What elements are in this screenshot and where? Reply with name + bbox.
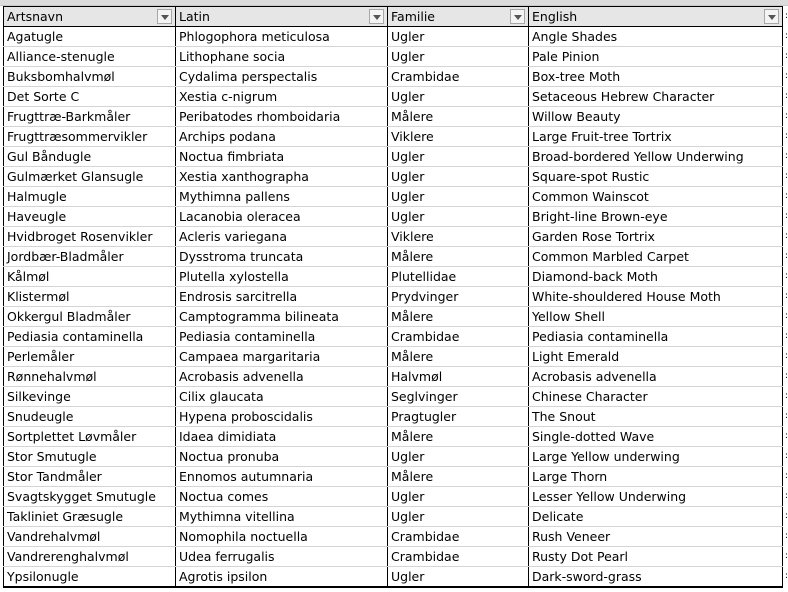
english-cell[interactable]: Large Yellow underwing xyxy=(529,447,783,467)
clipped-cell-marker: : xyxy=(785,291,788,301)
table-row xyxy=(4,267,783,287)
english-cell[interactable]: Acrobasis advenella xyxy=(529,367,783,387)
filter-dropdown-icon[interactable] xyxy=(157,9,172,24)
table-row xyxy=(4,287,783,307)
familie-cell[interactable]: Seglvinger xyxy=(388,387,529,407)
artsnavn-cell[interactable]: Svagtskygget Smutugle xyxy=(4,487,176,507)
latin-cell[interactable]: Lacanobia oleracea xyxy=(176,207,388,227)
clipped-cell-marker: : xyxy=(785,231,788,241)
table-row xyxy=(4,347,783,367)
header-artsnavn[interactable] xyxy=(4,7,176,27)
filter-dropdown-icon[interactable] xyxy=(510,9,525,24)
clipped-cell-marker: : xyxy=(785,11,788,21)
artsnavn-cell[interactable]: Vandrerenghalvmøl xyxy=(4,547,176,567)
moth-table xyxy=(3,6,783,588)
english-cell[interactable]: Square-spot Rustic xyxy=(529,167,783,187)
table-row xyxy=(4,447,783,467)
english-cell[interactable]: White-shouldered House Moth xyxy=(529,287,783,307)
familie-cell[interactable]: Målere xyxy=(388,307,529,327)
clipped-cell-marker: : xyxy=(785,471,788,481)
english-cell[interactable]: Light Emerald xyxy=(529,347,783,367)
english-cell[interactable]: Rush Veneer xyxy=(529,527,783,547)
clipped-cell-marker: : xyxy=(785,311,788,321)
artsnavn-cell[interactable]: Halmugle xyxy=(4,187,176,207)
header-label: Latin xyxy=(179,9,210,24)
familie-cell[interactable]: Ugler xyxy=(388,147,529,167)
clipped-cell-marker: : xyxy=(785,171,788,181)
latin-cell[interactable]: Cydalima perspectalis xyxy=(176,67,388,87)
clipped-cell-marker: : xyxy=(785,211,788,221)
latin-cell[interactable]: Peribatodes rhomboidaria xyxy=(176,107,388,127)
familie-cell[interactable]: Viklere xyxy=(388,127,529,147)
clipped-cell-marker: : xyxy=(785,511,788,521)
clipped-cell-marker: : xyxy=(785,371,788,381)
clipped-cell-marker: : xyxy=(785,111,788,121)
familie-cell[interactable]: Ugler xyxy=(388,167,529,187)
artsnavn-cell[interactable]: Agatugle xyxy=(4,27,176,47)
artsnavn-cell[interactable]: Gulmærket Glansugle xyxy=(4,167,176,187)
familie-cell[interactable]: Prydvinger xyxy=(388,287,529,307)
familie-cell[interactable]: Pragtugler xyxy=(388,407,529,427)
latin-cell[interactable]: Phlogophora meticulosa xyxy=(176,27,388,47)
artsnavn-cell[interactable]: Det Sorte C xyxy=(4,87,176,107)
familie-cell[interactable]: Målere xyxy=(388,467,529,487)
familie-cell[interactable]: Ugler xyxy=(388,567,529,588)
familie-cell[interactable]: Ugler xyxy=(388,207,529,227)
english-cell[interactable]: Angle Shades xyxy=(529,27,783,47)
english-cell[interactable]: Delicate xyxy=(529,507,783,527)
clipped-cell-marker: : xyxy=(785,271,788,281)
familie-cell[interactable]: Crambidae xyxy=(388,327,529,347)
familie-cell[interactable]: Ugler xyxy=(388,27,529,47)
english-cell[interactable]: Setaceous Hebrew Character xyxy=(529,87,783,107)
table-row xyxy=(4,407,783,427)
header-latin[interactable] xyxy=(176,7,388,27)
table-body xyxy=(4,27,783,588)
artsnavn-cell[interactable]: Okkergul Bladmåler xyxy=(4,307,176,327)
table-row xyxy=(4,27,783,47)
artsnavn-cell[interactable]: Frugttræ-Barkmåler xyxy=(4,107,176,127)
table-row xyxy=(4,127,783,147)
english-cell[interactable]: Dark-sword-grass xyxy=(529,567,783,588)
english-cell[interactable]: Pediasia contaminella xyxy=(529,327,783,347)
latin-cell[interactable]: Udea ferrugalis xyxy=(176,547,388,567)
english-cell[interactable]: Pale Pinion xyxy=(529,47,783,67)
latin-cell[interactable]: Noctua pronuba xyxy=(176,447,388,467)
artsnavn-cell[interactable]: Ypsilonugle xyxy=(4,567,176,588)
header-label: Familie xyxy=(391,9,435,24)
artsnavn-cell[interactable]: Stor Smutugle xyxy=(4,447,176,467)
table-row xyxy=(4,87,783,107)
artsnavn-cell[interactable]: Stor Tandmåler xyxy=(4,467,176,487)
latin-cell[interactable]: Mythimna pallens xyxy=(176,187,388,207)
familie-cell[interactable]: Ugler xyxy=(388,47,529,67)
header-label: Artsnavn xyxy=(7,9,64,24)
table-row xyxy=(4,387,783,407)
latin-cell[interactable]: Endrosis sarcitrella xyxy=(176,287,388,307)
artsnavn-cell[interactable]: Pediasia contaminella xyxy=(4,327,176,347)
familie-cell[interactable]: Ugler xyxy=(388,187,529,207)
familie-cell[interactable]: Ugler xyxy=(388,507,529,527)
english-cell[interactable]: Common Marbled Carpet xyxy=(529,247,783,267)
filter-dropdown-icon[interactable] xyxy=(764,9,779,24)
english-cell[interactable]: Diamond-back Moth xyxy=(529,267,783,287)
english-cell[interactable]: Large Fruit-tree Tortrix xyxy=(529,127,783,147)
familie-cell[interactable]: Viklere xyxy=(388,227,529,247)
latin-cell[interactable]: Lithophane socia xyxy=(176,47,388,67)
familie-cell[interactable]: Målere xyxy=(388,347,529,367)
english-cell[interactable]: Common Wainscot xyxy=(529,187,783,207)
artsnavn-cell[interactable]: Gul Båndugle xyxy=(4,147,176,167)
artsnavn-cell[interactable]: Jordbær-Bladmåler xyxy=(4,247,176,267)
artsnavn-cell[interactable]: Frugttræsommervikler xyxy=(4,127,176,147)
clipped-cell-marker: : xyxy=(785,31,788,41)
header-familie[interactable] xyxy=(388,7,529,27)
table-row xyxy=(4,67,783,87)
artsnavn-cell[interactable]: Kålmøl xyxy=(4,267,176,287)
clipped-cell-marker: : xyxy=(785,51,788,61)
latin-cell[interactable]: Acleris variegana xyxy=(176,227,388,247)
table-row xyxy=(4,207,783,227)
artsnavn-cell[interactable]: Rønnehalvmøl xyxy=(4,367,176,387)
english-cell[interactable]: Rusty Dot Pearl xyxy=(529,547,783,567)
english-cell[interactable]: Yellow Shell xyxy=(529,307,783,327)
familie-cell[interactable]: Crambidae xyxy=(388,547,529,567)
clipped-cell-marker: : xyxy=(785,411,788,421)
table-row xyxy=(4,247,783,267)
table-row xyxy=(4,367,783,387)
clipped-cell-marker: : xyxy=(785,131,788,141)
familie-cell[interactable]: Målere xyxy=(388,247,529,267)
latin-cell[interactable]: Pediasia contaminella xyxy=(176,327,388,347)
artsnavn-cell[interactable]: Buksbomhalvmøl xyxy=(4,67,176,87)
clipped-cell-marker: : xyxy=(785,491,788,501)
latin-cell[interactable]: Plutella xylostella xyxy=(176,267,388,287)
english-cell[interactable]: The Snout xyxy=(529,407,783,427)
latin-cell[interactable]: Ennomos autumnaria xyxy=(176,467,388,487)
english-cell[interactable]: Chinese Character xyxy=(529,387,783,407)
artsnavn-cell[interactable]: Klistermøl xyxy=(4,287,176,307)
artsnavn-cell[interactable]: Sortplettet Løvmåler xyxy=(4,427,176,447)
familie-cell[interactable]: Crambidae xyxy=(388,527,529,547)
clipped-cell-marker: : xyxy=(785,71,788,81)
familie-cell[interactable]: Målere xyxy=(388,107,529,127)
table-row xyxy=(4,547,783,567)
latin-cell[interactable]: Noctua fimbriata xyxy=(176,147,388,167)
clipped-cell-marker: : xyxy=(785,571,788,581)
latin-cell[interactable]: Cilix glaucata xyxy=(176,387,388,407)
latin-cell[interactable]: Hypena proboscidalis xyxy=(176,407,388,427)
header-row xyxy=(4,7,783,27)
latin-cell[interactable]: Acrobasis advenella xyxy=(176,367,388,387)
table-row xyxy=(4,167,783,187)
latin-cell[interactable]: Noctua comes xyxy=(176,487,388,507)
artsnavn-cell[interactable]: Haveugle xyxy=(4,207,176,227)
artsnavn-cell[interactable]: Snudeugle xyxy=(4,407,176,427)
table-row xyxy=(4,187,783,207)
english-cell[interactable]: Lesser Yellow Underwing xyxy=(529,487,783,507)
english-cell[interactable]: Broad-bordered Yellow Underwing xyxy=(529,147,783,167)
clipped-cell-marker: : xyxy=(785,251,788,261)
artsnavn-cell[interactable]: Takliniet Græsugle xyxy=(4,507,176,527)
latin-cell[interactable]: Camptogramma bilineata xyxy=(176,307,388,327)
artsnavn-cell[interactable]: Silkevinge xyxy=(4,387,176,407)
latin-cell[interactable]: Mythimna vitellina xyxy=(176,507,388,527)
table-row xyxy=(4,427,783,447)
familie-cell[interactable]: Ugler xyxy=(388,447,529,467)
table-row xyxy=(4,507,783,527)
latin-cell[interactable]: Dysstroma truncata xyxy=(176,247,388,267)
clipped-cell-marker: : xyxy=(785,91,788,101)
clipped-cell-marker: : xyxy=(785,391,788,401)
artsnavn-cell[interactable]: Vandrehalvmøl xyxy=(4,527,176,547)
familie-cell[interactable]: Ugler xyxy=(388,487,529,507)
clipped-cell-marker: : xyxy=(785,551,788,561)
latin-cell[interactable]: Campaea margaritaria xyxy=(176,347,388,367)
familie-cell[interactable]: Ugler xyxy=(388,87,529,107)
table-row xyxy=(4,107,783,127)
latin-cell[interactable]: Archips podana xyxy=(176,127,388,147)
filter-dropdown-icon[interactable] xyxy=(369,9,384,24)
table-row xyxy=(4,567,783,588)
clipped-cell-marker: : xyxy=(785,451,788,461)
header-label: English xyxy=(532,9,578,24)
latin-cell[interactable]: Agrotis ipsilon xyxy=(176,567,388,588)
latin-cell[interactable]: Xestia c-nigrum xyxy=(176,87,388,107)
english-cell[interactable]: Bright-line Brown-eye xyxy=(529,207,783,227)
table-row xyxy=(4,147,783,167)
table-row xyxy=(4,487,783,507)
latin-cell[interactable]: Idaea dimidiata xyxy=(176,427,388,447)
familie-cell[interactable]: Plutellidae xyxy=(388,267,529,287)
clipped-cell-marker: : xyxy=(785,351,788,361)
english-cell[interactable]: Willow Beauty xyxy=(529,107,783,127)
clipped-cell-marker: : xyxy=(785,431,788,441)
english-cell[interactable]: Single-dotted Wave xyxy=(529,427,783,447)
artsnavn-cell[interactable]: Hvidbroget Rosenvikler xyxy=(4,227,176,247)
table-row xyxy=(4,467,783,487)
familie-cell[interactable]: Crambidae xyxy=(388,67,529,87)
table-row xyxy=(4,527,783,547)
table-row xyxy=(4,327,783,347)
english-cell[interactable]: Garden Rose Tortrix xyxy=(529,227,783,247)
latin-cell[interactable]: Nomophila noctuella xyxy=(176,527,388,547)
table-row xyxy=(4,227,783,247)
latin-cell[interactable]: Xestia xanthographa xyxy=(176,167,388,187)
table-row xyxy=(4,47,783,67)
clipped-cell-marker: : xyxy=(785,531,788,541)
clipped-cell-marker: : xyxy=(785,191,788,201)
artsnavn-cell[interactable]: Alliance-stenugle xyxy=(4,47,176,67)
clipped-cell-marker: : xyxy=(785,331,788,341)
familie-cell[interactable]: Målere xyxy=(388,427,529,447)
artsnavn-cell[interactable]: Perlemåler xyxy=(4,347,176,367)
english-cell[interactable]: Box-tree Moth xyxy=(529,67,783,87)
english-cell[interactable]: Large Thorn xyxy=(529,467,783,487)
table-row xyxy=(4,307,783,327)
header-english[interactable] xyxy=(529,7,783,27)
familie-cell[interactable]: Halvmøl xyxy=(388,367,529,387)
clipped-cell-marker: : xyxy=(785,151,788,161)
